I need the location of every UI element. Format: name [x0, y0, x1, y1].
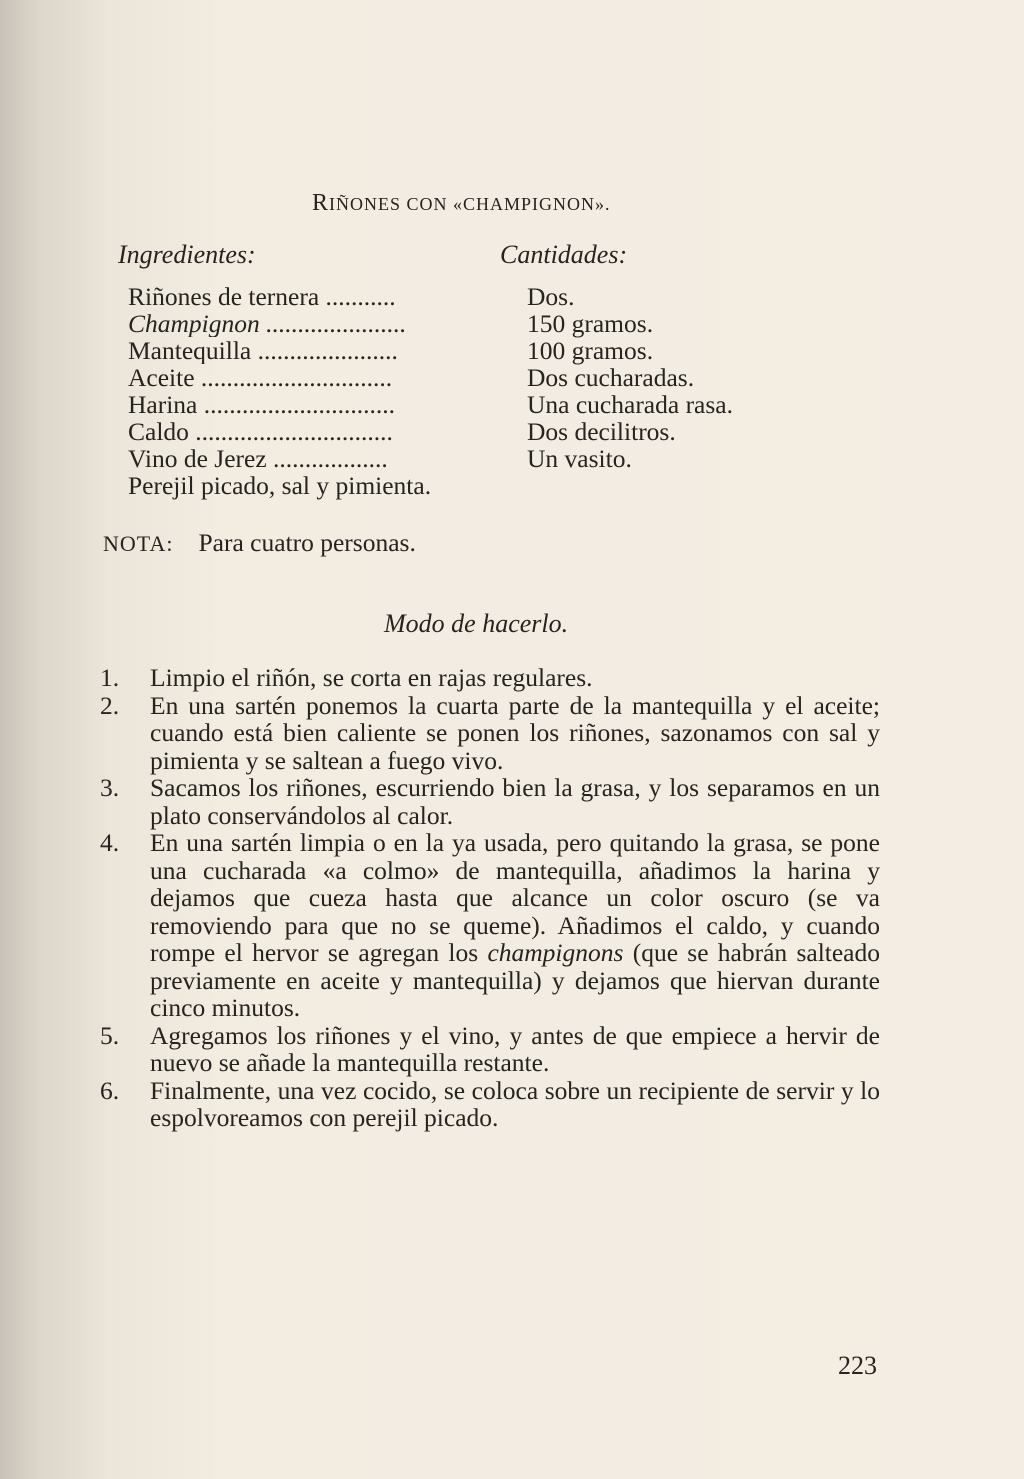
step-number: 2. [100, 690, 120, 720]
step-item [100, 774, 880, 829]
step-text: Agregamos los riñones y el vino, y antes de que empiece a hervir de nuevo se añade la mantequilla restante. [150, 1020, 880, 1077]
ingredient-name: Champignon ...................... [128, 310, 407, 337]
ingredient-row [128, 283, 528, 310]
quantity-value: Dos cucharadas. [527, 363, 695, 392]
step-text: Sacamos los riñones, escurriendo bien la grasa, y los separamos en un plato conservándolos al calor. [150, 773, 880, 830]
quantities-list [527, 283, 733, 472]
step-item [100, 1077, 880, 1132]
ingredient-name: Aceite .............................. [128, 364, 393, 391]
ingredient-name: Vino de Jerez .................. [128, 445, 388, 472]
quantity-value: Dos decilitros. [527, 417, 676, 446]
step-item [100, 1022, 880, 1077]
ingredient-name: Caldo ............................... [128, 418, 393, 445]
title-initial: R [312, 190, 330, 216]
quantity-value: 100 gramos. [527, 336, 654, 365]
page-number: 223 [838, 1351, 877, 1380]
quantity-value: 150 gramos. [527, 309, 654, 338]
step-text: Limpio el riñón, se corta en rajas regulares. [150, 663, 593, 692]
ingredient-name: Perejil picado, sal y pimienta. [128, 471, 432, 500]
ingredient-row [128, 310, 528, 337]
step-text: En una sartén limpia o en la ya usada, pero quitando la grasa, se pone una cucharada «a colmo» de mantequilla, añadimos la harina y dejamos que cueza hasta que alcance un color oscuro (se va removiendo para que no se queme). Añadimos el caldo, y cuando rompe el hervor se agregan los [150, 828, 880, 967]
step-number: 5. [100, 1020, 120, 1050]
quantities-header: Cantidades: [500, 240, 628, 269]
step-item [100, 829, 880, 1022]
step-number: 4. [100, 828, 120, 857]
step-text-italic: champignons [487, 938, 624, 967]
ingredient-row [128, 418, 528, 445]
note-text: Para cuatro personas. [198, 528, 416, 557]
ingredients-list [128, 283, 528, 499]
note [103, 528, 416, 558]
step-text: En una sartén ponemos la cuarta parte de la mantequilla y el aceite; cuando está bien caliente se ponen los riñones, sazonamos con sal y pimienta y se saltean a fuego vivo. [150, 690, 880, 775]
note-label: NOTA: [103, 531, 174, 556]
title-rest: IÑONES CON «CHAMPIGNON». [329, 194, 611, 214]
quantity-value: Una cucharada rasa. [527, 390, 733, 419]
quantity-value: Un vasito. [527, 444, 632, 473]
step-number: 1. [100, 663, 120, 692]
ingredient-row [128, 472, 528, 499]
step-number: 6. [100, 1075, 120, 1105]
step-number: 3. [100, 773, 120, 802]
ingredient-name: Mantequilla ...................... [128, 337, 398, 364]
ingredient-row [128, 391, 528, 418]
step-text: (que se habrán salteado previamente en aceite y mantequilla) y dejamos que hiervan durante cinco minutos. [150, 938, 881, 1022]
ingredient-name: Riñones de ternera ........... [128, 283, 396, 310]
step-item [100, 664, 880, 692]
steps-list [100, 664, 880, 1132]
quantity-value: Dos. [527, 282, 575, 311]
ingredient-row [128, 337, 528, 364]
ingredient-row [128, 445, 528, 472]
method-title: Modo de hacerlo. [384, 609, 569, 638]
ingredient-name: Harina .............................. [128, 391, 396, 418]
ingredient-row [128, 364, 528, 391]
step-item [100, 692, 880, 775]
step-text: Finalmente, una vez cocido, se coloca sobre un recipiente de servir y lo espolvoreamos con perejil picado. [150, 1075, 880, 1132]
ingredients-header: Ingredientes: [118, 240, 256, 269]
recipe-title [312, 190, 611, 217]
